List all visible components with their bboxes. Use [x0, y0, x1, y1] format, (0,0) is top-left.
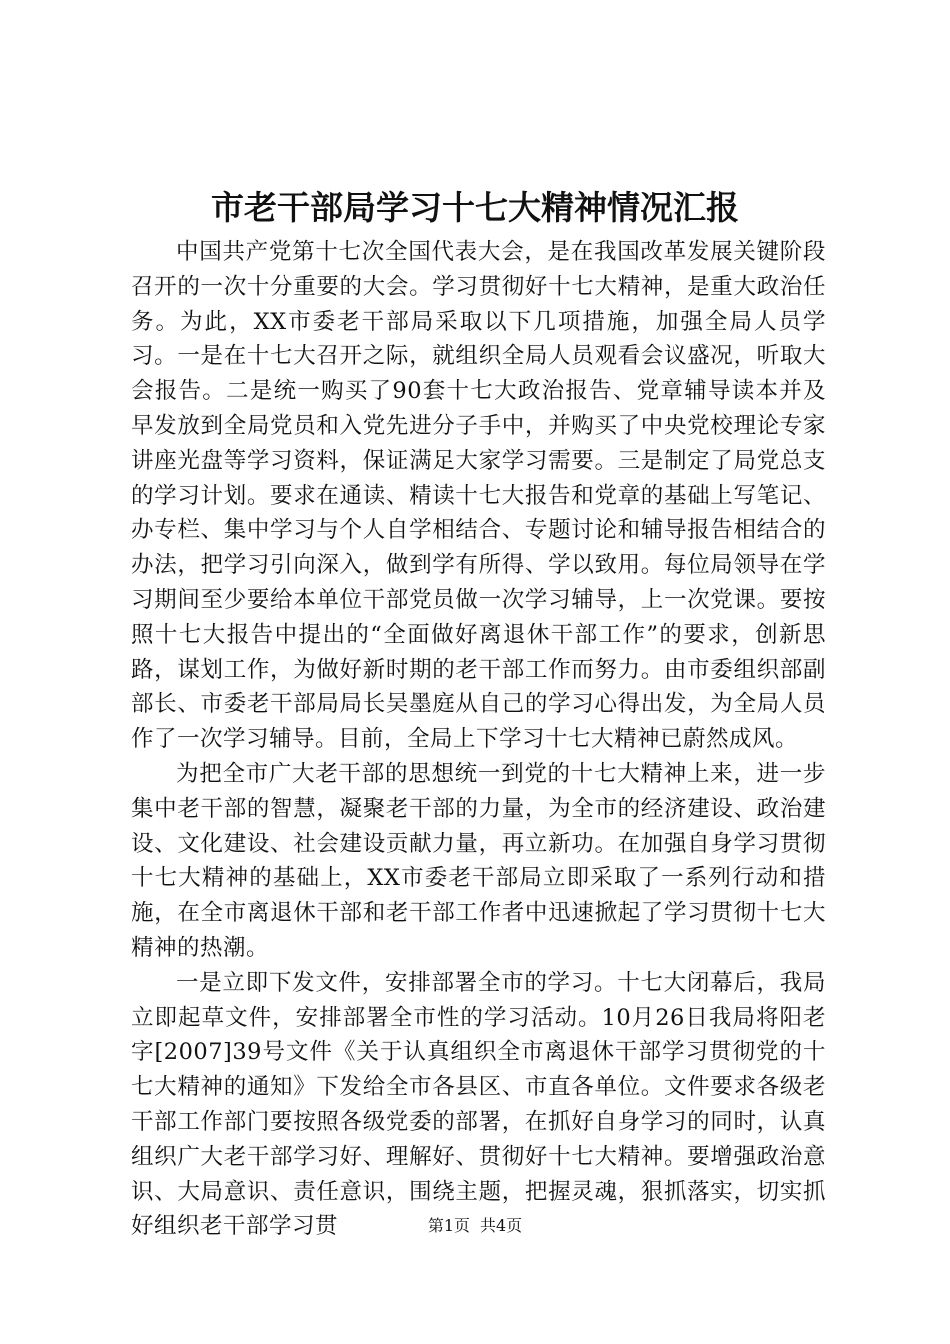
page-footer	[0, 1214, 950, 1238]
paragraph-2: 为把全市广大老干部的思想统一到党的十七大精神上来，进一步集中老干部的智慧，凝聚老干部的力量，为全市的经济建设、政治建设、文化建设、社会建设贡献力量，再立新功。在加强自身学习贯彻十七大精神的基础上，XX市委老干部局立即采取了一系列行动和措施，在全市离退休干部和老干部工作者中迅速掀起了学习贯彻十七大精神的热潮。	[131, 760, 826, 961]
page-total: 共4页	[480, 1216, 523, 1235]
document-body	[131, 235, 826, 1244]
page-number: 第1页	[427, 1216, 470, 1235]
document-title: 市老干部局学习十七大精神情况汇报	[211, 188, 739, 227]
paragraph-3: 一是立即下发文件，安排部署全市的学习。十七大闭幕后，我局立即起草文件，安排部署全市性的学习活动。10月26日我局将阳老字[2007]39号文件《关于认真组织全市离退休干部学习贯彻党的十七大精神的通知》下发给全市各县区、市直各单位。文件要求各级老干部工作部门要按照各级党委的部署，在抓好自身学习的同时，认真组织广大老干部学习好、理解好、贯彻好十七大精神。要增强政治意识、大局意识、责任意识，围绕主题，把握灵魂，狠抓落实，切实抓好组织老干部学习贯	[131, 969, 826, 1240]
paragraph-1: 中国共产党第十七次全国代表大会，是在我国改革发展关键阶段召开的一次十分重要的大会。学习贯彻好十七大精神，是重大政治任务。为此，XX市委老干部局采取以下几项措施，加强全局人员学习。一是在十七大召开之际，就组织全局人员观看会议盛况，听取大会报告。二是统一购买了90套十七大政治报告、党章辅导读本并及早发放到全局党员和入党先进分子手中，并购买了中央党校理论专家讲座光盘等学习资料，保证满足大家学习需要。三是制定了局党总支的学习计划。要求在通读、精读十七大报告和党章的基础上写笔记、办专栏、集中学习与个人自学相结合、专题讨论和辅导报告相结合的办法，把学习引向深入，做到学有所得、学以致用。每位局领导在学习期间至少要给本单位干部党员做一次学习辅导，上一次党课。要按照十七大报告中提出的“全面做好离退休干部工作”的要求，创新思路，谋划工作，为做好新时期的老干部工作而努力。由市委组织部副部长、市委老干部局局长吴墨庭从自己的学习心得出发，为全局人员作了一次学习辅导。目前，全局上下学习十七大精神已蔚然成风。	[131, 239, 826, 753]
